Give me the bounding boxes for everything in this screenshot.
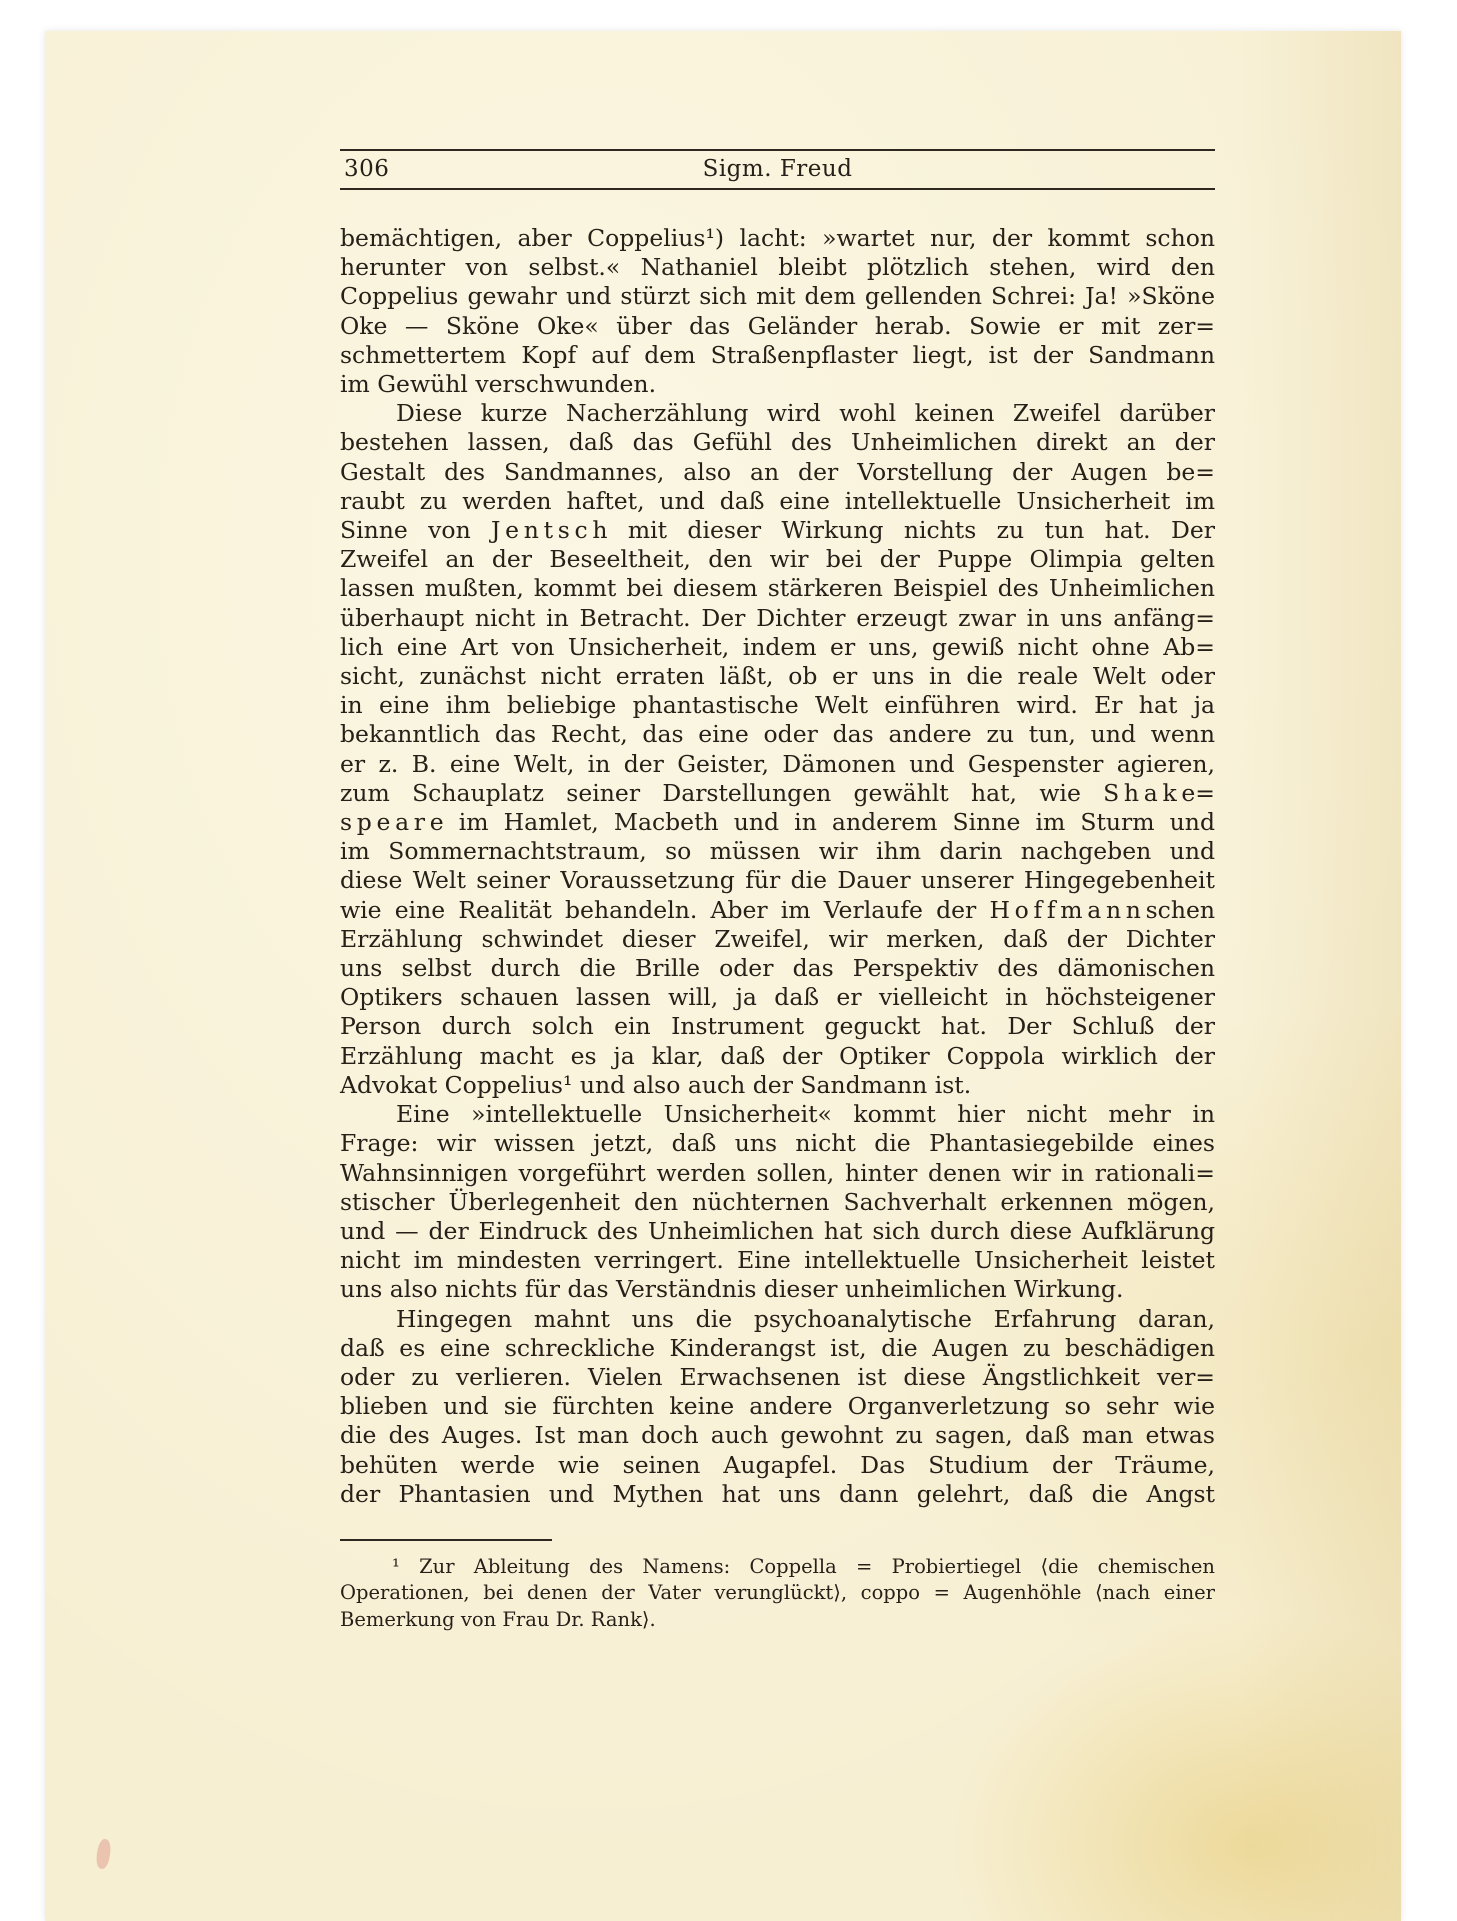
book-page — [45, 31, 1401, 1921]
text-line: s p e a r e im Hamlet, Macbeth und in anderem Sinne im Sturm und — [340, 808, 1215, 837]
text-line: daß es eine schreckliche Kinderangst ist, die Augen zu beschädigen — [340, 1333, 1215, 1362]
text-line: diese Welt seiner Voraussetzung für die Dauer unserer Hingegebenheit — [340, 866, 1215, 895]
text-line: stischer Überlegenheit den nüchternen Sachverhalt erkennen mögen, — [340, 1187, 1215, 1216]
text-line: Wahnsinnigen vorgeführt werden sollen, hinter denen wir in rationali= — [340, 1158, 1215, 1187]
text-line: herunter von selbst.« Nathaniel bleibt plötzlich stehen, wird den — [340, 253, 1215, 282]
text-line: sicht, zunächst nicht erraten läßt, ob er uns in die reale Welt oder — [340, 662, 1215, 691]
text-line: lassen mußten, kommt bei diesem stärkeren Beispiel des Unheimlichen — [340, 574, 1215, 603]
text-line: Frage: wir wissen jetzt, daß uns nicht die Phantasiegebilde eines — [340, 1129, 1215, 1158]
page-number: 306 — [344, 156, 390, 182]
text-line: ¹ Zur Ableitung des Namens: Coppella = Probiertiegel ⟨die chemischen — [392, 1554, 1215, 1578]
text-line: raubt zu werden haftet, und daß eine intellektuelle Unsicherheit im — [340, 486, 1215, 515]
text-line: Hingegen mahnt uns die psychoanalytische Erfahrung daran, — [396, 1304, 1215, 1333]
footnote-separator — [340, 1539, 552, 1541]
text-line: Erzählung schwindet dieser Zweifel, wir merken, daß der Dichter — [340, 924, 1215, 953]
text-line: Person durch solch ein Instrument geguckt hat. Der Schluß der — [340, 1012, 1215, 1041]
text-line: blieben und sie fürchten keine andere Organverletzung so sehr wie — [340, 1392, 1215, 1421]
text-line: Oke — Sköne Oke« über das Geländer herab. Sowie er mit zer= — [340, 311, 1215, 340]
text-line: er z. B. eine Welt, in der Geister, Dämonen und Gespenster agieren, — [340, 749, 1215, 778]
text-line: bemächtigen, aber Coppelius¹) lacht: »wartet nur, der kommt schon — [340, 224, 1215, 252]
text-line: oder zu verlieren. Vielen Erwachsenen ist diese Ängstlichkeit ver= — [340, 1362, 1215, 1391]
text-line: uns selbst durch die Brille oder das Perspektiv des dämonischen — [340, 954, 1215, 983]
text-column — [340, 149, 1215, 1633]
text-line: der Phantasien und Mythen hat uns dann gelehrt, daß die Angst — [340, 1479, 1215, 1508]
text-line: nicht im mindesten verringert. Eine intellektuelle Unsicherheit leistet — [340, 1246, 1215, 1275]
text-line: Zweifel an der Beseeltheit, den wir bei der Puppe Olimpia gelten — [340, 545, 1215, 574]
text-line: Sinne von J e n t s c h mit dieser Wirkung nichts zu tun hat. Der — [340, 516, 1215, 545]
text-line: Erzählung macht es ja klar, daß der Optiker Coppola wirklich der — [340, 1041, 1215, 1070]
text-line: die des Auges. Ist man doch auch gewohnt zu sagen, daß man etwas — [340, 1421, 1215, 1450]
text-line: lich eine Art von Unsicherheit, indem er uns, gewiß nicht ohne Ab= — [340, 632, 1215, 661]
text-line: Coppelius gewahr und stürzt sich mit dem gellenden Schrei: Ja! »Sköne — [340, 282, 1215, 311]
running-title: Sigm. Freud — [702, 156, 853, 182]
text-line: zum Schauplatz seiner Darstellungen gewählt hat, wie S h a k e= — [340, 778, 1215, 807]
text-line: behüten werde wie seinen Augapfel. Das Studium der Träume, — [340, 1450, 1215, 1479]
text-line: schmettertem Kopf auf dem Straßenpflaster liegt, ist der Sandmann — [340, 340, 1215, 369]
text-line: Operationen, bei denen der Vater verunglückt⟩, coppo = Augenhöhle ⟨nach einer — [340, 1581, 1215, 1605]
text-line: in eine ihm beliebige phantastische Welt einführen wird. Er hat ja — [340, 691, 1215, 720]
text-line: bekanntlich das Recht, das eine oder das andere zu tun, und wenn — [340, 720, 1215, 749]
scan-mark — [95, 1838, 112, 1870]
text-line: im Sommernachtstraum, so müssen wir ihm darin nachgeben und — [340, 837, 1215, 866]
body-text — [340, 224, 1215, 1509]
text-line: Bemerkung von Frau Dr. Rank⟩. — [340, 1607, 656, 1631]
footnote — [340, 1554, 1215, 1634]
page-header — [340, 149, 1215, 190]
text-line: Advokat Coppelius¹ und also auch der Sandmann ist. — [340, 1070, 972, 1099]
text-line: überhaupt nicht in Betracht. Der Dichter erzeugt zwar in uns anfäng= — [340, 603, 1215, 632]
text-line: bestehen lassen, daß das Gefühl des Unheimlichen direkt an der — [340, 428, 1215, 457]
text-line: Eine »intellektuelle Unsicherheit« kommt hier nicht mehr in — [396, 1100, 1215, 1129]
text-line: Diese kurze Nacherzählung wird wohl keinen Zweifel darüber — [396, 399, 1215, 428]
text-line: wie eine Realität behandeln. Aber im Verlaufe der H o f f m a n n schen — [340, 895, 1215, 924]
text-line: Optikers schauen lassen will, ja daß er vielleicht in höchsteigener — [340, 983, 1215, 1012]
text-line: Gestalt des Sandmannes, also an der Vorstellung der Augen be= — [340, 457, 1215, 486]
text-line: im Gewühl verschwunden. — [340, 370, 657, 399]
text-line: und — der Eindruck des Unheimlichen hat sich durch diese Aufklärung — [340, 1216, 1215, 1245]
text-line: uns also nichts für das Verständnis dieser unheimlichen Wirkung. — [340, 1275, 1124, 1304]
